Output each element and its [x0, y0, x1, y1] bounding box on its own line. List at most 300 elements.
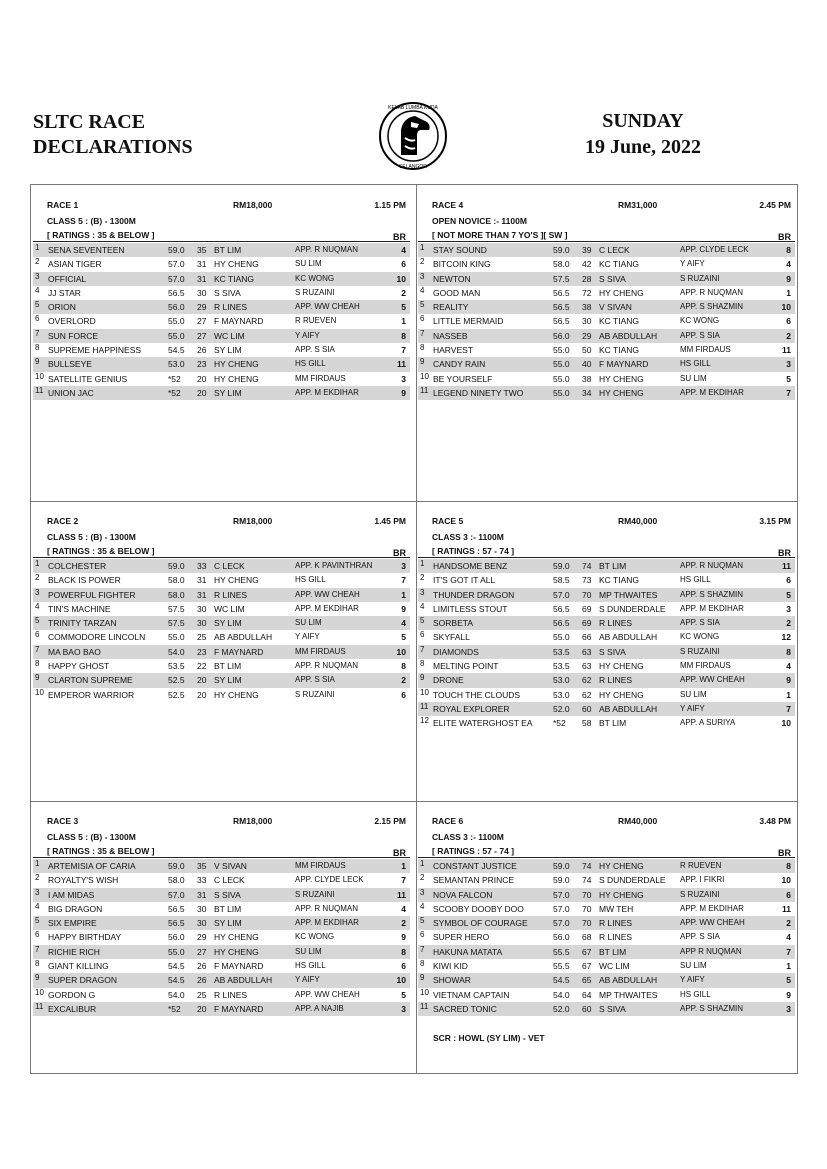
- entry-number: 5: [420, 916, 425, 926]
- barrier: 3: [786, 603, 791, 614]
- weight: 55.0: [168, 330, 185, 341]
- jockey-name: R LINES: [214, 589, 248, 600]
- barrier: 2: [401, 675, 406, 686]
- entry-number: 5: [420, 616, 425, 626]
- jockey-name: S SIVA: [214, 287, 241, 298]
- br-header: BR: [393, 848, 406, 858]
- horse-name: SUPREME HAPPINESS: [48, 345, 142, 356]
- trainer-name: MM FIRDAUS: [295, 646, 346, 656]
- horse-name: HANDSOME BENZ: [433, 561, 508, 571]
- jockey-name: SY LIM: [214, 387, 242, 398]
- entry-number: 1: [35, 859, 40, 868]
- trainer-name: S RUZAINI: [295, 889, 335, 899]
- rating: 58: [582, 718, 592, 729]
- jockey-name: MW TEH: [599, 903, 634, 914]
- rating: 31: [197, 575, 207, 586]
- weight: 55.0: [168, 946, 185, 957]
- barrier: 4: [401, 245, 406, 255]
- entry-row: [418, 386, 795, 400]
- weight: 57.5: [168, 618, 185, 629]
- rating: 29: [582, 330, 592, 341]
- entry-number: 6: [35, 930, 40, 940]
- jockey-name: SY LIM: [214, 618, 242, 629]
- horse-name: SUN FORCE: [48, 330, 99, 341]
- trainer-name: HS GILL: [680, 359, 711, 369]
- weight: 53.0: [168, 359, 185, 370]
- jockey-name: F MAYNARD: [599, 359, 649, 370]
- entry-number: 1: [420, 859, 425, 868]
- barrier: 3: [401, 1003, 406, 1014]
- horse-name: SATELLITE GENIUS: [48, 373, 128, 384]
- trainer-name: APP. R NUQMAN: [295, 661, 358, 671]
- rating: 31: [197, 273, 207, 284]
- horse-name: COLCHESTER: [48, 561, 107, 571]
- entry-number: 6: [420, 930, 425, 940]
- trainer-name: APP. K PAVINTHRAN: [295, 561, 373, 570]
- jockey-name: HY CHENG: [599, 889, 644, 900]
- horse-name: SYMBOL OF COURAGE: [433, 918, 528, 929]
- entry-row: [418, 616, 795, 630]
- entry-row: [418, 343, 795, 357]
- weight: 52.0: [553, 703, 570, 714]
- entry-row: [33, 343, 410, 357]
- rating: 23: [197, 359, 207, 370]
- race-prize: RM40,000: [618, 816, 658, 826]
- barrier: 10: [396, 273, 406, 284]
- trainer-name: MM FIRDAUS: [295, 861, 346, 870]
- trainer-name: Y AIFY: [295, 975, 320, 985]
- race-time: 3.48 PM: [759, 816, 791, 826]
- trainer-name: Y AIFY: [680, 703, 705, 713]
- jockey-name: AB ABDULLAH: [214, 632, 273, 643]
- rating: 31: [197, 259, 207, 270]
- entry-list: [33, 559, 410, 702]
- weight: 53.5: [553, 646, 570, 657]
- entry-number: 11: [35, 385, 44, 395]
- trainer-name: APP. WW CHEAH: [295, 302, 360, 312]
- horse-name: CLARTON SUPREME: [48, 675, 133, 686]
- entry-number: 8: [35, 659, 40, 669]
- weight: 57.0: [168, 273, 185, 284]
- horse-name: TRINITY TARZAN: [48, 618, 117, 629]
- horse-name: ROYALTY'S WISH: [48, 875, 119, 886]
- jockey-name: WC LIM: [599, 961, 630, 972]
- jockey-name: WC LIM: [214, 603, 245, 614]
- barrier: 4: [786, 661, 791, 672]
- rating: 66: [582, 632, 592, 643]
- rating: 65: [582, 975, 592, 986]
- jockey-name: HY CHENG: [214, 359, 259, 370]
- entry-row: [33, 873, 410, 887]
- trainer-name: SU LIM: [295, 259, 322, 269]
- entry-row: [418, 930, 795, 944]
- horse-name: OVERLORD: [48, 316, 96, 327]
- trainer-name: S RUZAINI: [680, 646, 720, 656]
- rating: 69: [582, 618, 592, 629]
- barrier: 7: [786, 703, 791, 714]
- jockey-name: V SIVAN: [214, 861, 247, 871]
- entry-number: 2: [420, 257, 425, 267]
- barrier: 2: [401, 918, 406, 929]
- rating: 68: [582, 932, 592, 943]
- entry-number: 7: [35, 328, 40, 338]
- trainer-name: APP. M EKDIHAR: [680, 387, 744, 397]
- entry-number: 9: [35, 357, 40, 367]
- jockey-name: S SIVA: [214, 889, 241, 900]
- weight: 52.5: [168, 675, 185, 686]
- entry-row: [418, 573, 795, 587]
- rating: 62: [582, 689, 592, 700]
- horse-name: BIG DRAGON: [48, 903, 103, 914]
- rating: 26: [197, 961, 207, 972]
- trainer-name: APP. R NUQMAN: [295, 903, 358, 913]
- entry-row: [418, 902, 795, 916]
- weight: 53.0: [553, 675, 570, 686]
- horse-name: BE YOURSELF: [433, 373, 493, 384]
- trainer-name: HS GILL: [295, 575, 326, 585]
- jockey-name: AB ABDULLAH: [599, 330, 658, 341]
- race-time: 1.45 PM: [374, 516, 406, 526]
- entry-number: 12: [420, 716, 429, 726]
- barrier: 1: [786, 689, 791, 700]
- horse-name: HARVEST: [433, 345, 473, 356]
- entry-row: [418, 888, 795, 902]
- barrier: 10: [396, 975, 406, 986]
- entry-row: [418, 630, 795, 644]
- jockey-name: WC LIM: [214, 330, 245, 341]
- horse-name: BULLSEYE: [48, 359, 92, 370]
- trainer-name: S RUZAINI: [295, 689, 335, 699]
- entry-row: [418, 300, 795, 314]
- race-panel: [416, 801, 799, 1071]
- entry-number: 7: [420, 644, 425, 654]
- rating: 62: [582, 675, 592, 686]
- trainer-name: KC WONG: [680, 316, 720, 326]
- jockey-name: F MAYNARD: [214, 1003, 264, 1014]
- horse-name: JJ STAR: [48, 287, 81, 298]
- entry-number: 9: [420, 973, 425, 983]
- jockey-name: KC TIANG: [599, 316, 639, 327]
- jockey-name: C LECK: [214, 875, 245, 886]
- rating: 50: [582, 345, 592, 356]
- barrier: 10: [781, 718, 791, 729]
- page-title: [33, 110, 193, 160]
- rating: 73: [582, 575, 592, 586]
- entry-row: [33, 930, 410, 944]
- title-line-2: DECLARATIONS: [33, 136, 193, 158]
- entry-row: [418, 243, 795, 257]
- entry-row: [418, 602, 795, 616]
- trainer-name: APP. WW CHEAH: [295, 989, 360, 999]
- entry-number: 7: [35, 644, 40, 654]
- rating: 23: [197, 646, 207, 657]
- jockey-name: KC TIANG: [599, 575, 639, 586]
- barrier: 5: [786, 373, 791, 384]
- horse-name: GORDON G: [48, 989, 96, 1000]
- trainer-name: HS GILL: [295, 961, 326, 971]
- entry-number: 11: [420, 385, 429, 395]
- entry-row: [418, 873, 795, 887]
- barrier: 6: [401, 961, 406, 972]
- entry-row: [33, 559, 410, 573]
- entry-row: [33, 573, 410, 587]
- jockey-name: HY CHENG: [599, 661, 644, 672]
- horse-name: HAPPY GHOST: [48, 661, 110, 672]
- club-logo: [377, 100, 449, 172]
- trainer-name: Y AIFY: [680, 259, 705, 269]
- br-header: BR: [778, 548, 791, 558]
- barrier: 7: [786, 387, 791, 398]
- entry-number: 3: [420, 587, 425, 597]
- trainer-name: APP. R NUQMAN: [295, 245, 358, 254]
- br-header: BR: [778, 848, 791, 858]
- entry-number: 5: [420, 300, 425, 310]
- jockey-name: SY LIM: [214, 918, 242, 929]
- barrier: 5: [401, 989, 406, 1000]
- weight: 56.5: [553, 603, 570, 614]
- entry-number: 5: [35, 916, 40, 926]
- barrier: 5: [786, 589, 791, 600]
- race-time: 2.15 PM: [374, 816, 406, 826]
- barrier: 3: [786, 1003, 791, 1014]
- horse-name: ASIAN TIGER: [48, 259, 102, 270]
- jockey-name: HY CHENG: [214, 259, 259, 270]
- entry-row: [418, 659, 795, 673]
- scratching-note: SCR : HOWL (SY LIM) - VET: [433, 1033, 545, 1043]
- trainer-name: R RUEVEN: [680, 861, 722, 870]
- entry-number: 4: [35, 285, 40, 295]
- br-header: BR: [778, 232, 791, 242]
- barrier: 6: [786, 575, 791, 586]
- race-ratings: [ RATINGS : 57 - 74 ]: [432, 846, 515, 856]
- barrier: 1: [401, 316, 406, 327]
- trainer-name: APP. S SIA: [680, 932, 720, 942]
- entry-number: 5: [35, 616, 40, 626]
- rating: 26: [197, 345, 207, 356]
- trainer-name: APP. R NUQMAN: [680, 287, 743, 297]
- entry-row: [418, 286, 795, 300]
- jockey-name: BT LIM: [599, 718, 627, 729]
- rating: 35: [197, 245, 207, 255]
- entry-number: 7: [420, 944, 425, 954]
- weight: 58.0: [168, 575, 185, 586]
- entry-row: [33, 916, 410, 930]
- entry-list: [418, 859, 795, 1016]
- weight: 53.5: [168, 661, 185, 672]
- rating: 70: [582, 889, 592, 900]
- race-class: CLASS 5 : (B) - 1300M: [47, 216, 136, 226]
- entry-row: [33, 945, 410, 959]
- rating: 33: [197, 561, 207, 571]
- race-class: CLASS 5 : (B) - 1300M: [47, 532, 136, 542]
- trainer-name: APP. CLYDE LECK: [680, 245, 749, 254]
- entry-row: [33, 659, 410, 673]
- entry-row: [33, 688, 410, 702]
- weight: 54.5: [553, 975, 570, 986]
- race-ratings: [ RATINGS : 57 - 74 ]: [432, 546, 515, 556]
- trainer-name: APP R NUQMAN: [680, 946, 742, 956]
- jockey-name: HY CHENG: [214, 689, 259, 700]
- entry-number: 1: [420, 243, 425, 252]
- entry-number: 2: [420, 573, 425, 583]
- horse-name: TIN'S MACHINE: [48, 603, 111, 614]
- entry-row: [33, 314, 410, 328]
- weight: 55.5: [553, 946, 570, 957]
- jockey-name: F MAYNARD: [214, 961, 264, 972]
- jockey-name: KC TIANG: [599, 345, 639, 356]
- jockey-name: HY CHENG: [214, 946, 259, 957]
- rating: 38: [582, 302, 592, 313]
- rating: 42: [582, 259, 592, 270]
- barrier: 2: [786, 918, 791, 929]
- header-rule: [418, 857, 795, 858]
- horse-name: ROYAL EXPLORER: [433, 703, 510, 714]
- entry-number: 1: [35, 243, 40, 252]
- barrier: 7: [401, 875, 406, 886]
- weight: 56.0: [553, 932, 570, 943]
- rating: 20: [197, 373, 207, 384]
- rating: 72: [582, 287, 592, 298]
- rating: 63: [582, 661, 592, 672]
- horse-name: ORION: [48, 302, 76, 313]
- weight: 52.5: [168, 689, 185, 700]
- horse-name: OFFICIAL: [48, 273, 87, 284]
- race-title: RACE 4: [432, 200, 464, 210]
- jockey-name: R LINES: [214, 302, 248, 313]
- entry-row: [418, 257, 795, 271]
- horse-name: SUPER HERO: [433, 932, 490, 943]
- trainer-name: APP. WW CHEAH: [295, 589, 360, 599]
- jockey-name: BT LIM: [214, 661, 242, 672]
- horse-name: TOUCH THE CLOUDS: [433, 689, 521, 700]
- weight: 57.0: [553, 903, 570, 914]
- jockey-name: S DUNDERDALE: [599, 603, 666, 614]
- rating: 25: [197, 632, 207, 643]
- jockey-name: HY CHENG: [599, 287, 644, 298]
- entry-row: [33, 602, 410, 616]
- weight: 58.0: [168, 589, 185, 600]
- trainer-name: SU LIM: [680, 689, 707, 699]
- rating: 20: [197, 387, 207, 398]
- entry-row: [418, 329, 795, 343]
- weight: 57.5: [553, 273, 570, 284]
- jockey-name: MP THWAITES: [599, 589, 658, 600]
- race-panel: [416, 501, 799, 771]
- horse-name: CONSTANT JUSTICE: [433, 861, 517, 871]
- trainer-name: S RUZAINI: [295, 287, 335, 297]
- trainer-name: APP. S SHAZMIN: [680, 589, 743, 599]
- rating: 67: [582, 961, 592, 972]
- jockey-name: HY CHENG: [599, 861, 644, 871]
- entry-list: [418, 559, 795, 731]
- weight: 59.0: [553, 245, 570, 255]
- horse-name: SCOOBY DOOBY DOO: [433, 903, 524, 914]
- rating: 27: [197, 330, 207, 341]
- barrier: 2: [786, 618, 791, 629]
- jockey-name: S SIVA: [599, 273, 626, 284]
- horse-name: EMPEROR WARRIOR: [48, 689, 135, 700]
- rating: 20: [197, 675, 207, 686]
- trainer-name: APP. S SHAZMIN: [680, 302, 743, 312]
- barrier: 9: [786, 675, 791, 686]
- entry-row: [33, 588, 410, 602]
- horse-name: ARTEMISIA OF CARIA: [48, 861, 136, 871]
- trainer-name: APP. CLYDE LECK: [295, 875, 364, 885]
- entry-row: [418, 1002, 795, 1016]
- jockey-name: SY LIM: [214, 675, 242, 686]
- horse-name: LITTLE MERMAID: [433, 316, 504, 327]
- entry-number: 6: [35, 630, 40, 640]
- rating: 25: [197, 989, 207, 1000]
- entry-row: [33, 272, 410, 286]
- trainer-name: APP. S SIA: [295, 345, 335, 355]
- trainer-name: APP. S SIA: [295, 675, 335, 685]
- horse-name: GIANT KILLING: [48, 961, 109, 972]
- barrier: 1: [786, 287, 791, 298]
- entry-number: 8: [35, 343, 40, 353]
- entry-number: 8: [420, 343, 425, 353]
- jockey-name: C LECK: [214, 561, 245, 571]
- barrier: 11: [782, 561, 791, 571]
- trainer-name: APP. R NUQMAN: [680, 561, 743, 570]
- entry-number: 3: [35, 271, 40, 281]
- weight: 58.5: [553, 575, 570, 586]
- barrier: 1: [786, 961, 791, 972]
- entry-row: [33, 243, 410, 257]
- weight: 55.0: [553, 387, 570, 398]
- horse-name: NOVA FALCON: [433, 889, 493, 900]
- jockey-name: V SIVAN: [599, 302, 632, 313]
- entry-row: [33, 859, 410, 873]
- trainer-name: APP. A SURIYA: [680, 718, 736, 728]
- horse-name: SENA SEVENTEEN: [48, 245, 125, 255]
- trainer-name: R RUEVEN: [295, 316, 337, 326]
- rating: 74: [582, 861, 592, 871]
- weight: 56.0: [168, 302, 185, 313]
- trainer-name: APP. M EKDIHAR: [680, 903, 744, 913]
- trainer-name: SU LIM: [680, 373, 707, 383]
- horse-name: VIETNAM CAPTAIN: [433, 989, 510, 1000]
- horse-name: HAPPY BIRTHDAY: [48, 932, 122, 943]
- race-date-block: [563, 108, 723, 160]
- race-prize: RM40,000: [618, 516, 658, 526]
- entry-row: [418, 945, 795, 959]
- trainer-name: SU LIM: [680, 961, 707, 971]
- entry-number: 3: [420, 887, 425, 897]
- entry-row: [418, 916, 795, 930]
- entry-row: [33, 300, 410, 314]
- jockey-name: R LINES: [599, 618, 633, 629]
- declarations-grid: [30, 184, 798, 1074]
- weight: 57.0: [553, 589, 570, 600]
- rating: 39: [582, 245, 592, 255]
- weight: 54.5: [168, 975, 185, 986]
- horse-name: STAY SOUND: [433, 245, 487, 255]
- horse-name: DRONE: [433, 675, 464, 686]
- barrier: 11: [782, 903, 791, 914]
- entry-row: [33, 257, 410, 271]
- rating: 27: [197, 316, 207, 327]
- weight: 57.5: [168, 603, 185, 614]
- barrier: 4: [401, 618, 406, 629]
- entry-row: [418, 357, 795, 371]
- jockey-name: R LINES: [599, 918, 633, 929]
- weight: *52: [168, 1003, 181, 1014]
- jockey-name: SY LIM: [214, 345, 242, 356]
- rating: 27: [197, 946, 207, 957]
- trainer-name: S RUZAINI: [680, 273, 720, 283]
- race-time: 3.15 PM: [759, 516, 791, 526]
